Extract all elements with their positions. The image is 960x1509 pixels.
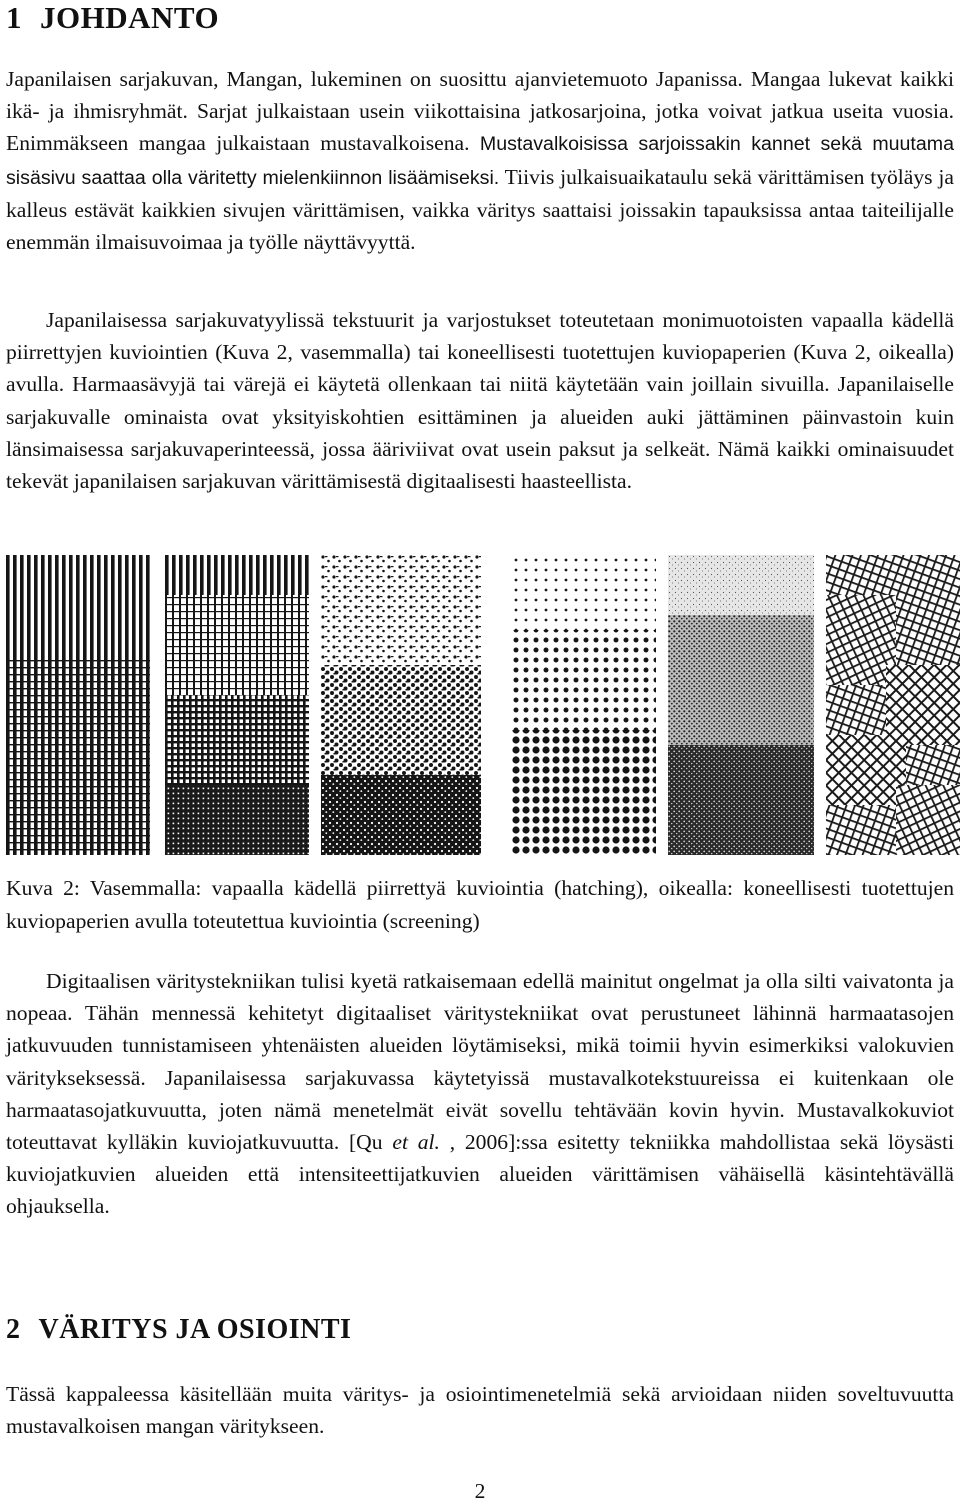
hatching-sample-crosshatch bbox=[165, 555, 309, 855]
coloring-paragraph-text-b: , 2006]:ssa esitetty tekniikka mahdollistaa sekä löysästi kuviojatkuvien alueiden että intensiteettijatkuvien alueiden värittämisen vähäisellä käsintehtävällä ohjauksella. bbox=[6, 1130, 954, 1219]
screening-sample-fine-grain bbox=[668, 555, 814, 855]
section-1-heading bbox=[6, 0, 219, 36]
intro-paragraph-text-c: Tiivis julkaisuaikataulu sekä värittämisen työläys ja kalleus estävät kaikkien sivujen värittämisen, vaikka väritys saattaisi joissakin tapauksissa antaa taiteilijalle enemmän ilmaisuvoimaa ja työlle näyttävyyttä. bbox=[6, 164, 954, 255]
section-1-number: 1 bbox=[6, 0, 22, 35]
section-1-title: JOHDANTO bbox=[40, 0, 220, 35]
section-2-heading bbox=[6, 1312, 351, 1348]
page-number: 2 bbox=[474, 1479, 486, 1503]
section-2-paragraph: Tässä kappaleessa käsitellään muita väritys- ja osiointimenetelmiä sekä arvioidaan niiden soveltuvuutta mustavalkoisen mangan väritykseen. bbox=[6, 1382, 954, 1439]
texture-paragraph: Japanilaisessa sarjakuvatyylissä tekstuurit ja varjostukset toteutetaan monimuotoisten vapaalla kädellä piirrettyjen kuviointien (Kuva 2, vasemmalla) tai koneellisesti tuotettujen kuviopaperien (Kuva 2, oikealla) avulla. Harmaasävyjä tai värejä ei käytetä ollenkaan tai niitä käytetään vain joillain sivuilla. Japanilaiselle sarjakuvalle ominaista ovat yksityiskohtien esittäminen ja alueiden auki jättäminen päinvastoin kuin länsimaisessa sarjakuvaperinteessä, jossa ääriviivat ovat usein paksut ja selkeät. Nämä kaikki ominaisuudet tekevät japanilaisen sarjakuvan värittämisestä digitaalisesti haasteellista. bbox=[6, 308, 954, 494]
intro-paragraph bbox=[6, 63, 954, 258]
texture-figure bbox=[6, 555, 960, 855]
figure-caption: Kuva 2: Vasemmalla: vapaalla kädellä piirrettyä kuviointia (hatching), oikealla: koneellisesti tuotettujen kuviopaperien avulla toteutettua kuviointia (screening) bbox=[6, 876, 954, 933]
screening-sample-halftone-dots bbox=[511, 555, 656, 855]
hatching-sample-stipple bbox=[321, 555, 481, 855]
coloring-paragraph-text-a: Digitaalisen väritystekniikan tulisi kyetä ratkaisemaan edellä mainitut ongelmat ja olla silti vaivatonta ja nopeaa. Tähän mennessä kehitetyt digitaaliset väritystekniikat ovat perustuneet lähinnä harmaatasojen jatkuvuuden tunnistamiseen yhtenäisten alueiden löytämiseksi, mikä toimii hyvin esimerkiksi valokuvien väritykseksessä. Japanilaisessa sarjakuvassa käytetyissä mustavalkotekstuureissa ei kuitenkaan ole harmaatasojatkuvuutta, joten nämä menetelmät eivät sovellu tehtävään kovin hyvin. Mustavalkokuviot toteuttavat kylläkin kuviojatkuvuutta. [Qu bbox=[6, 969, 954, 1155]
citation-et-al: et al. bbox=[392, 1130, 440, 1155]
section-2-title: VÄRITYS JA OSIOINTI bbox=[38, 1314, 352, 1345]
intro-paragraph-text-a: Japanilaisen sarjakuvan, Mangan, lukeminen on suosittu ajanvietemuoto Japanissa. Mangaa lukevat kaikki ikä- ja ihmisryhmät. Sarjat julkaistaan usein viikottaisina jatkosarjoina, jotka voivat jatkua useita vuosia. Enimmäkseen mangaa julkaistaan mustavalkoisena. bbox=[6, 67, 954, 156]
hatching-sample-vertical-lines bbox=[6, 555, 150, 855]
screening-sample-warped-grid bbox=[826, 555, 960, 855]
section-2-number: 2 bbox=[6, 1314, 21, 1345]
coloring-paragraph bbox=[6, 965, 954, 1223]
intro-paragraph-text-b: Mustavalkoisissa sarjoissakin kannet sekä muutama sisäsivu saattaa olla väritetty mielenkiinnon lisäämiseksi. bbox=[6, 133, 954, 189]
